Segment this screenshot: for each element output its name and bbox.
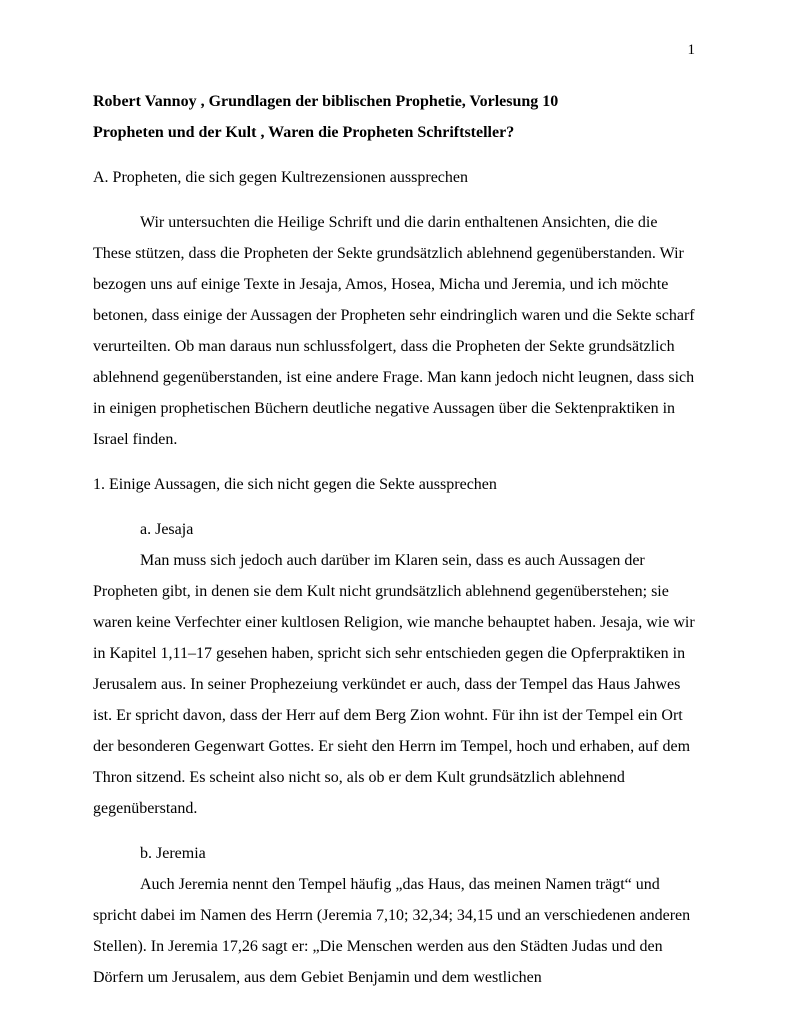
subsection-heading-b-jeremia: b. Jeremia [140,845,206,862]
document-content [93,86,699,993]
document-title-line-2: Propheten und der Kult , Waren die Propheten Schriftsteller? [93,124,515,141]
section-heading-1: 1. Einige Aussagen, die sich nicht gegen die Sekte aussprechen [93,476,497,493]
paragraph-3: Auch Jeremia nennt den Tempel häufig „das Haus, das meinen Namen trägt“ und spricht dabei im Namen des Herrn (Jeremia 7,10; 32,34; 34,15 und an verschiedenen anderen Stellen). In Jeremia 17,26 sagt er: „Die Menschen werden aus den Städten Judas und den Dörfern um Jerusalem, aus dem Gebiet Benjamin und dem westlichen [93,876,691,986]
paragraph-1: Wir untersuchten die Heilige Schrift und die darin enthaltenen Ansichten, die die These stützen, dass die Propheten der Sekte grundsätzlich ablehnend gegenüberstanden. Wir bezogen uns auf einige Texte in Jesaja, Amos, Hosea, Micha und Jeremia, und ich möchte betonen, dass einige der Aussagen der Propheten sehr eindringlich waren und die Sekte scharf verurteilten. Ob man daraus nun schlussfolgert, dass die Propheten der Sekte grundsätzlich ablehnend gegenüberstanden, ist eine andere Frage. Man kann jedoch nicht leugnen, dass sich in einigen prophetischen Büchern deutliche negative Aussagen über die Sektenpraktiken in Israel finden. [93,214,695,448]
document-title-line-1: Robert Vannoy , Grundlagen der biblischen Prophetie, Vorlesung 10 [93,93,559,110]
subsection-heading-a-jesaja: a. Jesaja [140,521,194,538]
page-number: 1 [687,42,695,58]
paragraph-2: Man muss sich jedoch auch darüber im Klaren sein, dass es auch Aussagen der Propheten gibt, in denen sie dem Kult nicht grundsätzlich ablehnend gegenüberstehen; sie waren keine Verfechter einer kultlosen Religion, wie manche behauptet haben. Jesaja, wie wir in Kapitel 1,11–17 gesehen haben, spricht sich sehr entschieden gegen die Opferpraktiken in Jerusalem aus. In seiner Prophezeiung verkündet er auch, dass der Tempel das Haus Jahwes ist. Er spricht davon, dass der Herr auf dem Berg Zion wohnt. Für ihn ist der Tempel ein Ort der besonderen Gegenwart Gottes. Er sieht den Herrn im Tempel, hoch und erhaben, auf dem Thron sitzend. Es scheint also nicht so, als ob er dem Kult grundsätzlich ablehnend gegenüberstand. [93,552,695,817]
section-heading-a: A. Propheten, die sich gegen Kultrezensionen aussprechen [93,169,468,186]
